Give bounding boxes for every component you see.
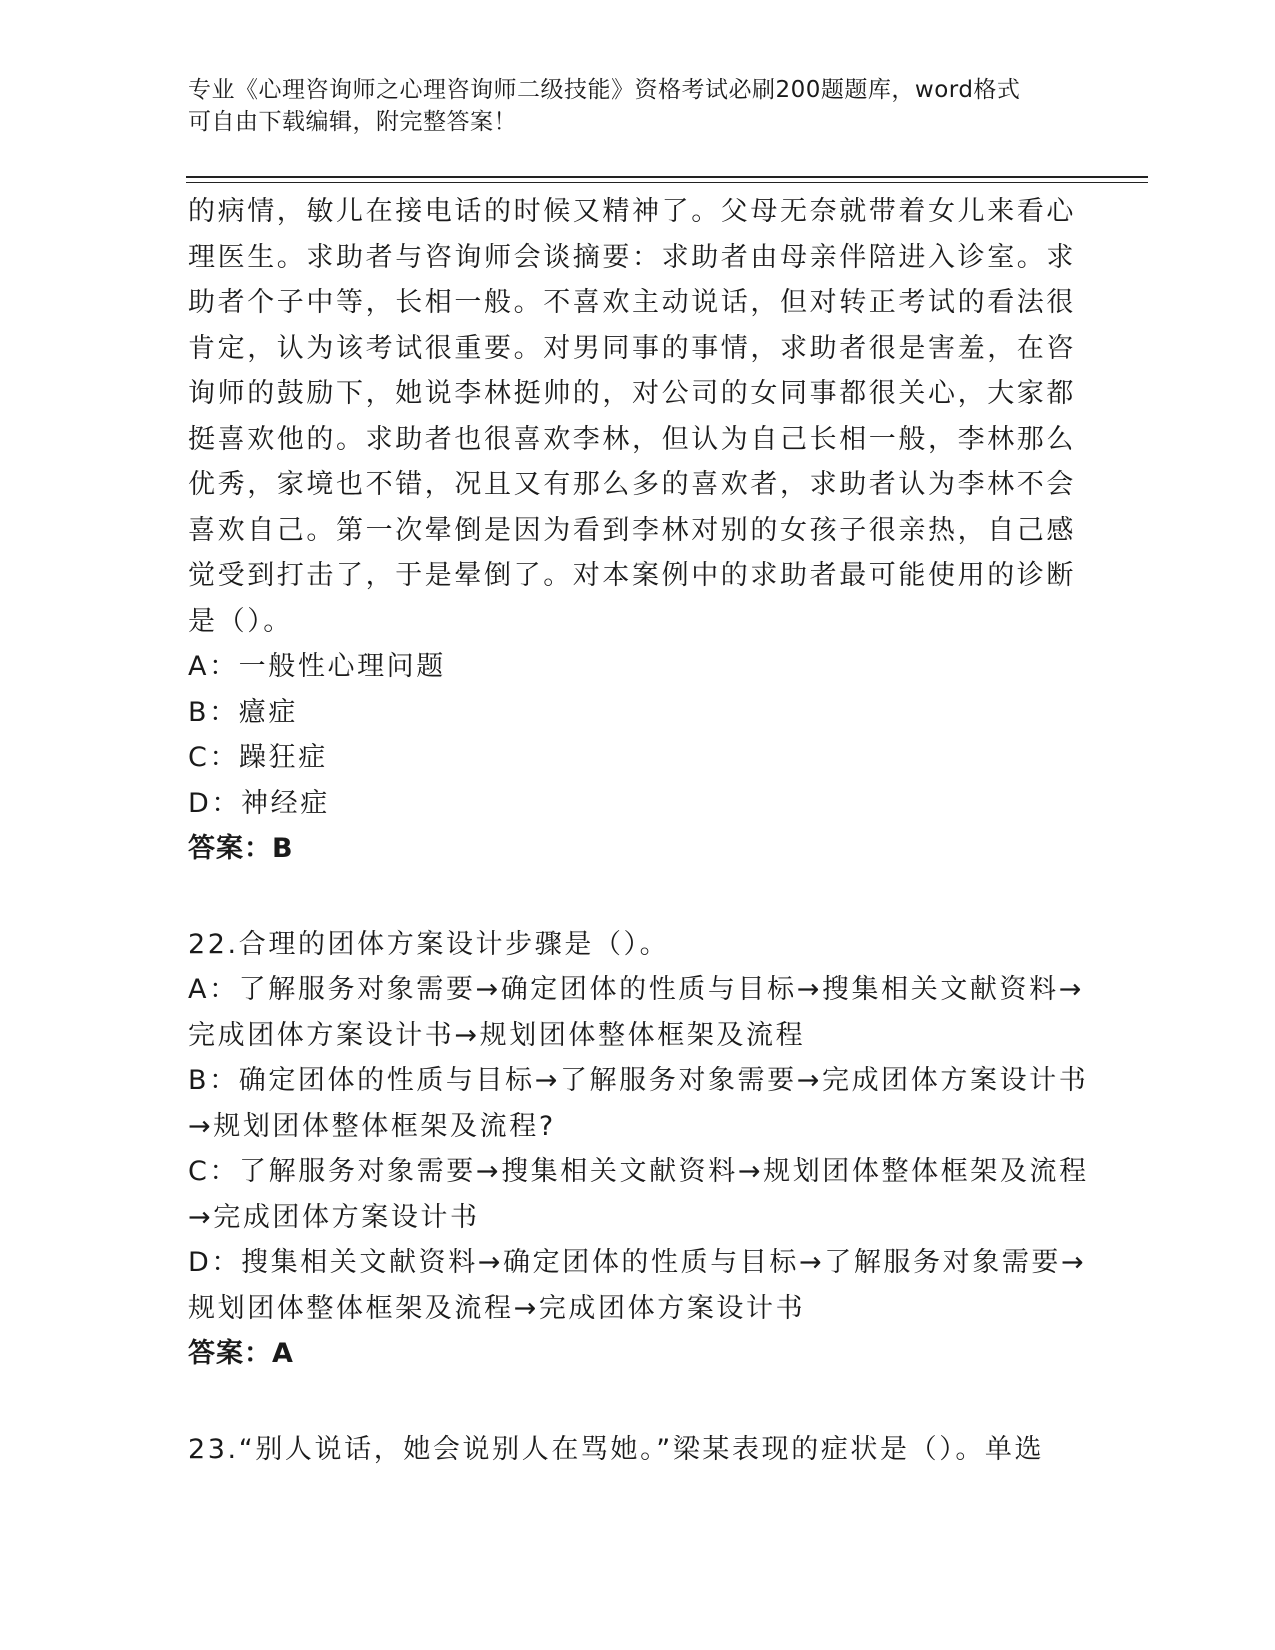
document-body xyxy=(188,189,1088,1472)
q21-option-b: B：癔症 xyxy=(188,696,298,728)
header-line-1: 专业《心理咨询师之心理咨询师二级技能》资格考试必刷200题题库，word格式 xyxy=(188,77,1021,103)
q21-stem-line-3: 助者个子中等，长相一般。不喜欢主动说话，但对转正考试的看法很 xyxy=(188,287,1076,318)
q21-stem-line-1: 的病情，敏儿在接电话的时候又精神了。父母无奈就带着女儿来看心 xyxy=(188,196,1076,227)
q21-stem-line-10: 是（）。 xyxy=(188,605,293,637)
header-line-2: 可自由下载编辑，附完整答案！ xyxy=(188,109,517,135)
q22-option-b-line-2: →规划团体整体框架及流程? xyxy=(188,1110,556,1142)
page-header xyxy=(188,74,1068,138)
q22-stem: 22.合理的团体方案设计步骤是（）。 xyxy=(188,928,670,960)
q22-option-a-line-1: A：了解服务对象需要→确定团体的性质与目标→搜集相关文献资料→ xyxy=(188,974,1084,1005)
q21-stem-line-4: 肯定，认为该考试很重要。对男同事的事情，求助者很是害羞，在咨 xyxy=(188,332,1076,364)
q22-option-d-line-1: D：搜集相关文献资料→确定团体的性质与目标→了解服务对象需要→ xyxy=(188,1247,1087,1278)
question-22 xyxy=(188,922,1088,1377)
q21-answer: 答案：B xyxy=(188,833,294,864)
q22-answer: 答案：A xyxy=(188,1338,294,1369)
q21-option-c: C：躁狂症 xyxy=(188,742,328,773)
question-23 xyxy=(188,1427,1088,1473)
header-rule-thin xyxy=(186,182,1148,183)
q21-stem-line-5: 询师的鼓励下，她说李林挺帅的，对公司的女同事都很关心，大家都 xyxy=(188,378,1076,409)
q22-option-a-line-2: 完成团体方案设计书→规划团体整体框架及流程 xyxy=(188,1019,806,1051)
header-rule-thick xyxy=(186,176,1148,178)
q22-option-c-line-1: C：了解服务对象需要→搜集相关文献资料→规划团体整体框架及流程 xyxy=(188,1156,1089,1187)
q23-stem: 23.“别人说话，她会说别人在骂她。”梁某表现的症状是（）。单选 xyxy=(188,1433,1045,1465)
q21-stem-line-6: 挺喜欢他的。求助者也很喜欢李林，但认为自己长相一般，李林那么 xyxy=(188,423,1076,455)
q21-option-d: D：神经症 xyxy=(188,787,330,819)
q21-option-a: A：一般性心理问题 xyxy=(188,651,446,682)
q22-option-d-line-2: 规划团体整体框架及流程→完成团体方案设计书 xyxy=(188,1292,806,1324)
q22-option-c-line-2: →完成团体方案设计书 xyxy=(188,1201,480,1233)
q21-stem-line-7: 优秀，家境也不错，况且又有那么多的喜欢者，求助者认为李林不会 xyxy=(188,469,1076,500)
q22-option-b-line-1: B：确定团体的性质与目标→了解服务对象需要→完成团体方案设计书 xyxy=(188,1065,1089,1096)
q21-stem-line-8: 喜欢自己。第一次晕倒是因为看到李林对别的女孩子很亲热，自己感 xyxy=(188,514,1076,546)
q21-stem-line-2: 理医生。求助者与咨询师会谈摘要：求助者由母亲伴陪进入诊室。求 xyxy=(188,241,1076,273)
question-21 xyxy=(188,189,1088,872)
q21-stem-line-9: 觉受到打击了，于是晕倒了。对本案例中的求助者最可能使用的诊断 xyxy=(188,560,1076,591)
